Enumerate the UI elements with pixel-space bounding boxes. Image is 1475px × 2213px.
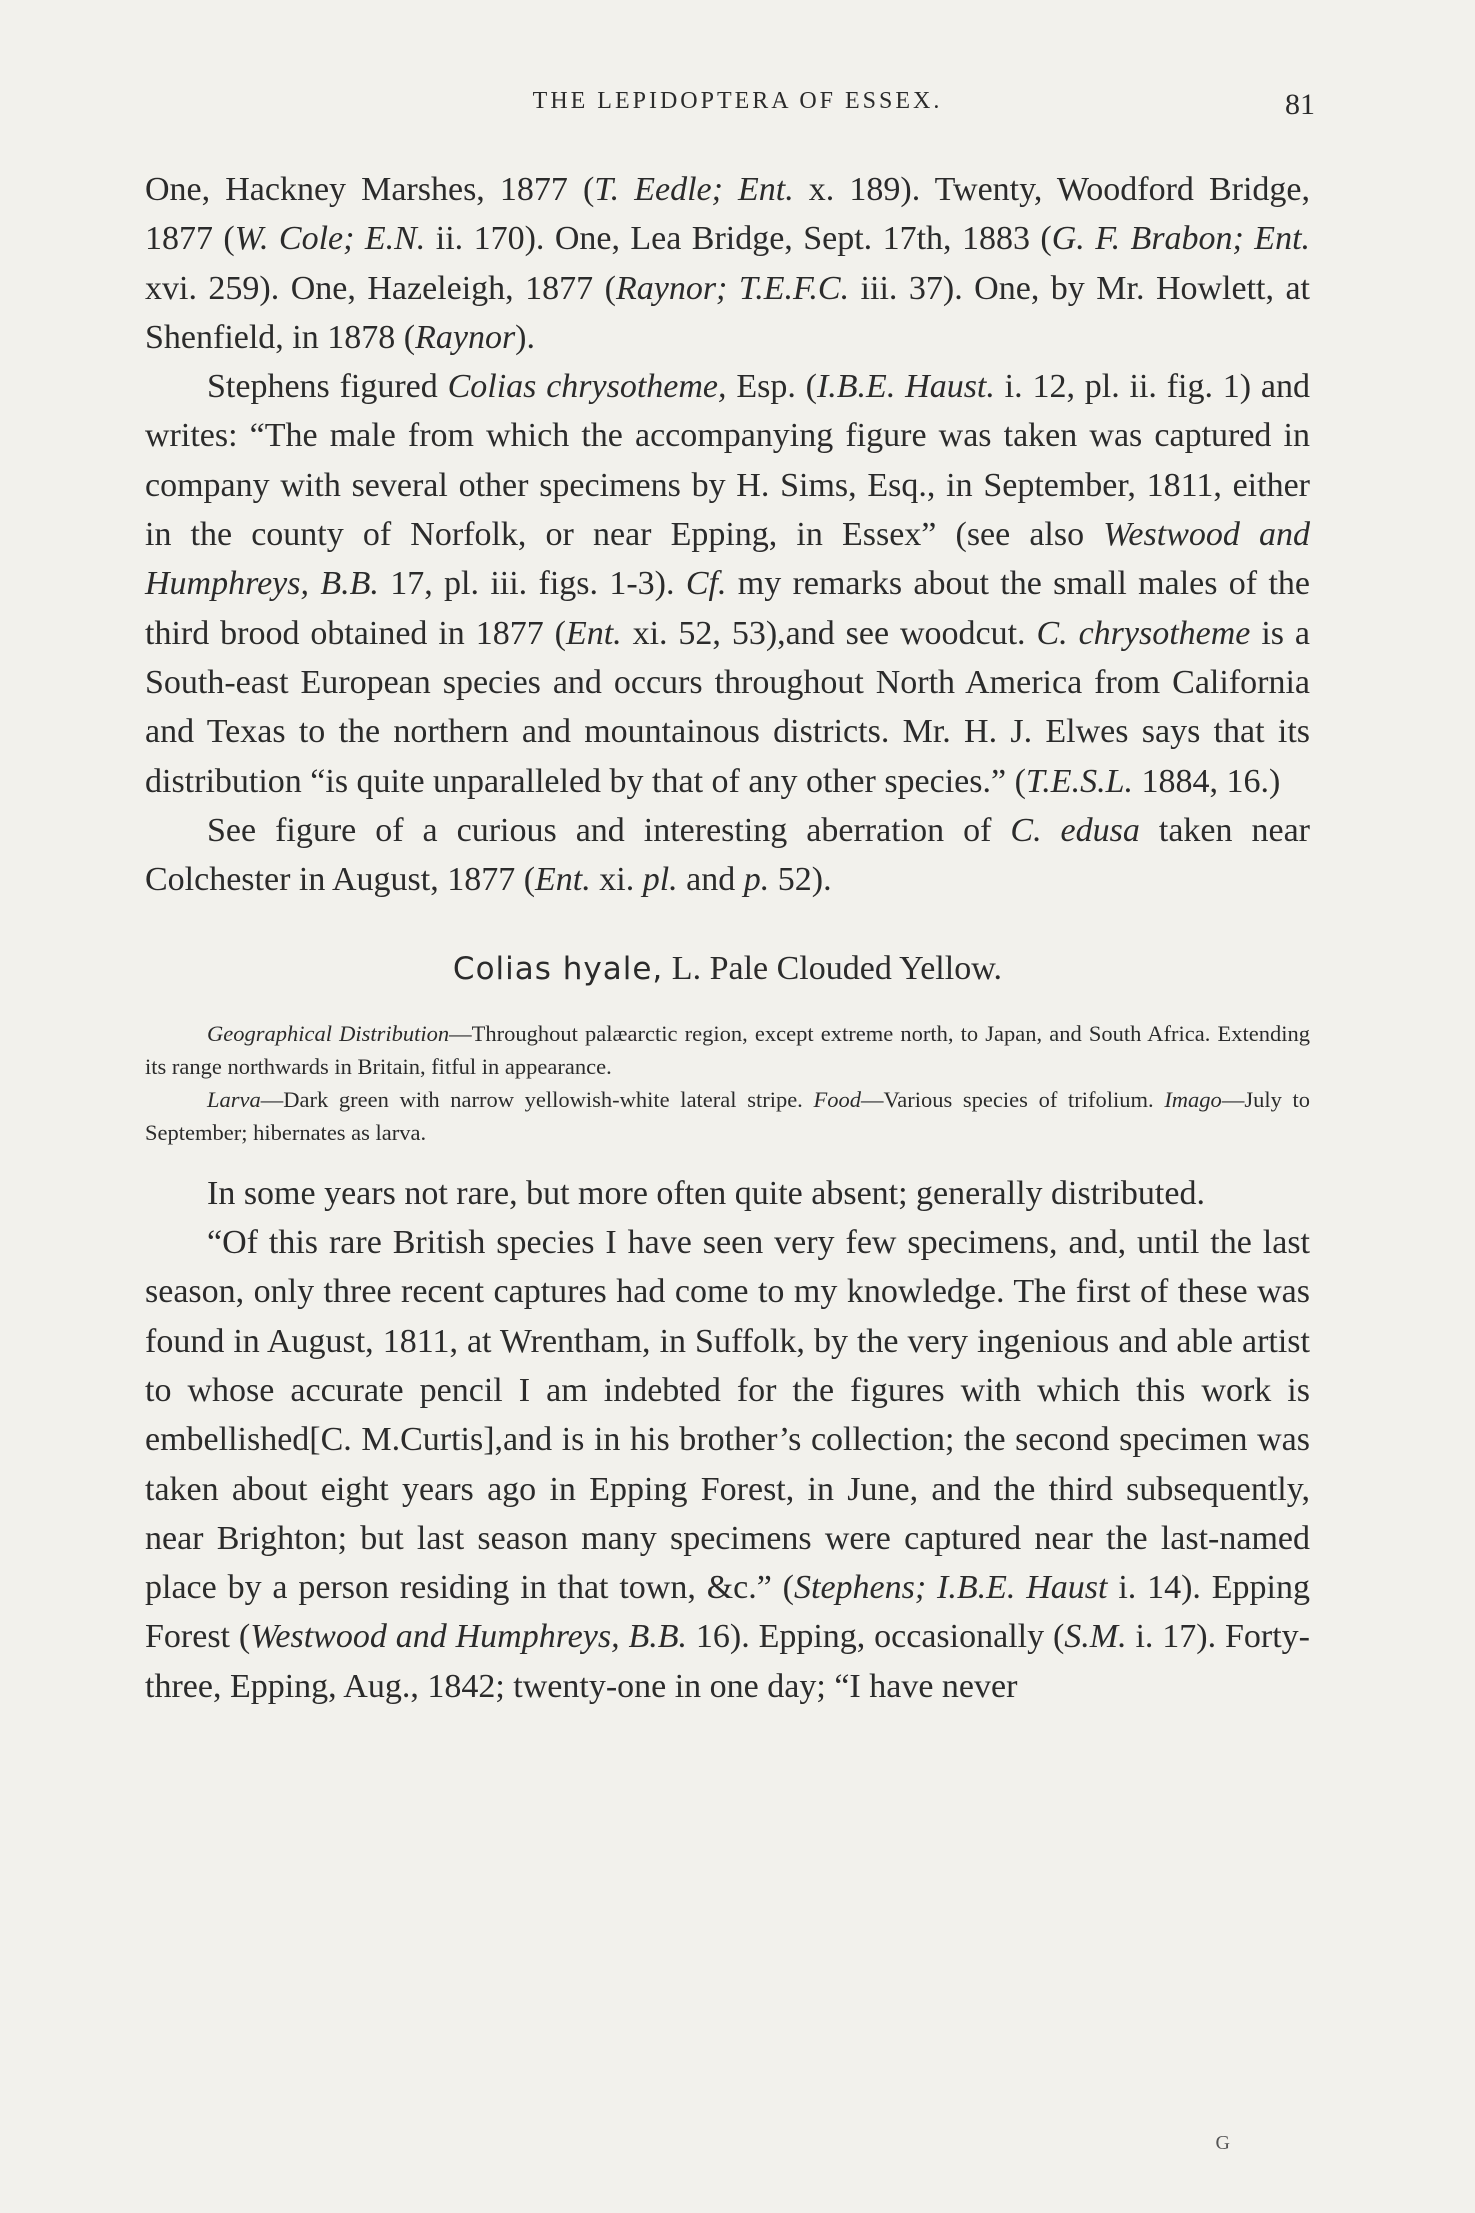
note-life-history: Larva—Dark green with narrow yellowish-white lateral stripe. Food—Various species of trifolium. Imago—July to September; hibernates as larva. — [145, 1086, 1311, 1145]
species-author: L. — [663, 950, 710, 988]
paragraph-stephens: Stephens figured Colias chrysotheme, Esp. (I.B.E. Haust. i. 12, pl. ii. fig. 1) and writes: “The male from which the accompanying figure was taken was captured in company with several other specimens by H. Sims, Esq., in September, 1811, either in the county of Norfolk, or near Epping, in Essex” (see also Westwood and Humphreys, B.B. 17, pl. iii. figs. 1-3). Cf. my remarks about the small males of the third brood obtained in 1877 (Ent. xi. 52, 53),and see woodcut. C. chrysotheme is a South-east European species and occurs throughout North America from California and Texas to the northern and mountainous districts. Mr. H. J. Elwes says that its distribution “is quite unparalleled by that of any other species.” (T.E.S.L. 1884, 16.) — [145, 368, 1311, 800]
paragraph-quote: “Of this rare British species I have seen very few specimens, and, until the last season, only three recent captures had come to my knowledge. The first of these was found in August, 1811, at Wrentham, in Suffolk, by the very ingenious and able artist to whose accurate pencil I am indebted for the figures with which this work is embellished[C. M.Curtis],and is in his brother’s collection; the second specimen was taken about eight years ago in Epping Forest, in June, and the third subsequently, near Brighton; but last season many specimens were captured near the last-named place by a person residing in that town, &c.” (Stephens; I.B.E. Haust i. 14). Epping Forest (Westwood and Humphreys, B.B. 16). Epping, occasionally (S.M. i. 17). Forty-three, Epping, Aug., 1842; twenty-one in one day; “I have never — [145, 1224, 1310, 1705]
species-name: Colias hyale, — [452, 951, 664, 988]
paragraph-records: One, Hackney Marshes, 1877 (T. Eedle; Ent. x. 189). Twenty, Woodford Bridge, 1877 (W. Cole; E.N. ii. 170). One, Lea Bridge, Sept. 17th, 1883 (G. F. Brabon; Ent. xvi. 259). One, Hazeleigh, 1877 (Raynor; T.E.F.C. iii. 37). One, by Mr. Howlett, at Shenfield, in 1878 (Raynor). — [145, 171, 1311, 356]
signature-mark: G — [1215, 2132, 1230, 2154]
species-common-name: Pale Clouded Yellow. — [709, 950, 1003, 988]
note-distribution: Geographical Distribution—Throughout palæarctic region, except extreme north, to Japan, and South Africa. Extending its range northwards in Britain, fitful in appearance. — [145, 1020, 1311, 1079]
paragraph-status: In some years not rare, but more often quite absent; generally distributed. — [207, 1174, 1205, 1212]
paragraph-aberration: See figure of a curious and interesting aberration of C. edusa taken near Colchester in August, 1877 (Ent. xi. pl. and p. 52). — [145, 811, 1310, 899]
running-title: THE LEPIDOPTERA OF ESSEX. — [532, 88, 943, 114]
body-text — [145, 165, 1310, 1711]
page-number: 81 — [1285, 88, 1315, 121]
species-heading — [145, 944, 1310, 994]
